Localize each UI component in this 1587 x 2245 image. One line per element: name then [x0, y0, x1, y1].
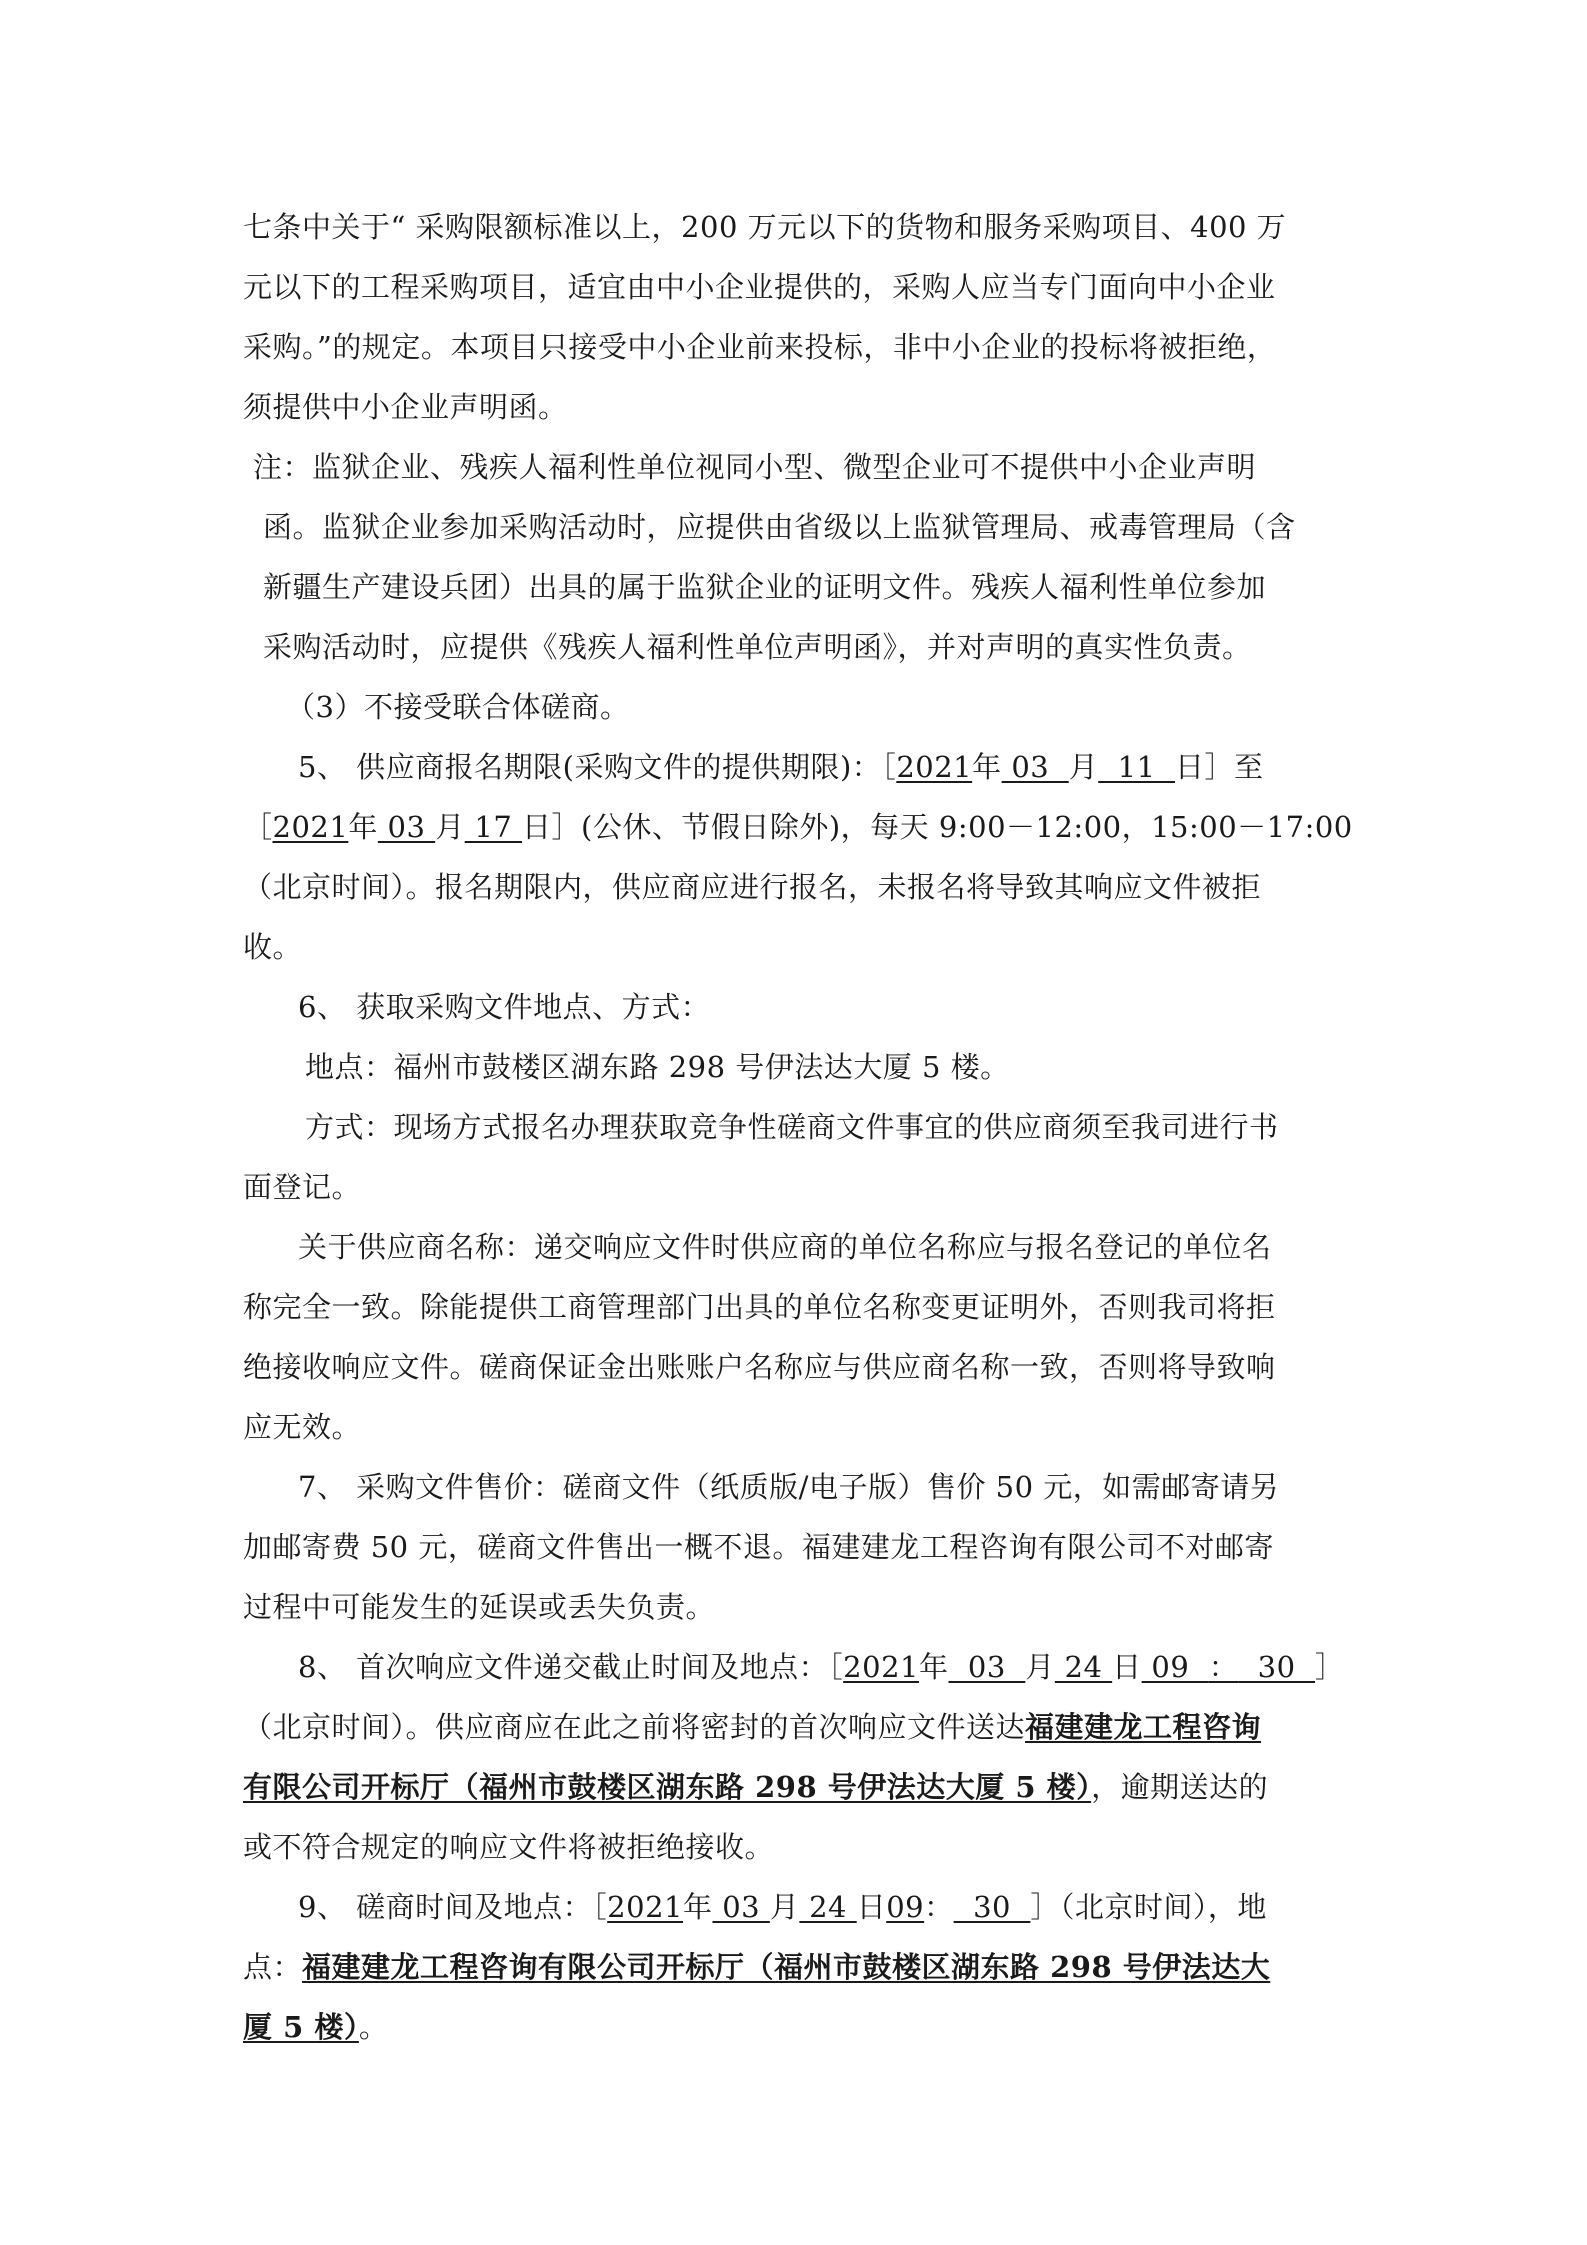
item9-suffix: ］（北京时间），地 [1030, 1890, 1267, 1924]
item5-end-yue: 月 [435, 810, 465, 844]
item9-venue-part-2: 厦 5 楼） [243, 2010, 359, 2044]
item5-end-day: 17 [464, 810, 523, 844]
item8-day: 24 [1054, 1650, 1113, 1684]
item5-end-month: 03 [377, 810, 436, 844]
item9-year: 2021 [607, 1890, 683, 1924]
item5-line-1 [298, 747, 1264, 787]
item8-line-4: 或不符合规定的响应文件将被拒绝接收。 [243, 1830, 775, 1864]
note-line-4: 采购活动时，应提供《残疾人福利性单位声明函》，并对声明的真实性负责。 [263, 630, 1252, 664]
item9-ri: 日 [856, 1890, 887, 1924]
item8-prefix: 8、 首次响应文件递交截止时间及地点：［ [298, 1650, 844, 1684]
item7-line-2: 加邮寄费 50 元，磋商文件售出一概不退。福建建龙工程咨询有限公司不对邮寄 [243, 1530, 1274, 1564]
item9-prefix: 9、 磋商时间及地点：［ [298, 1890, 608, 1924]
intro-line-3: 采购。”的规定。本项目只接受中小企业前来投标，非中小企业的投标将被拒绝， [243, 330, 1277, 364]
supplier-name-line-4: 应无效。 [243, 1410, 362, 1444]
item9-line3-plain: 。 [358, 2010, 389, 2044]
item5-yue: 月 [1068, 750, 1099, 784]
intro-line-4: 须提供中小企业声明函。 [243, 390, 568, 424]
item5-ri-to: 日］至 [1175, 750, 1264, 784]
item9-hour: 09 [886, 1890, 925, 1924]
item9-line-3 [243, 2007, 388, 2047]
supplier-name-line-1: 关于供应商名称：递交响应文件时供应商的单位名称应与报名登记的单位名 [298, 1230, 1272, 1264]
item9-venue-part-1: 福建建龙工程咨询有限公司开标厅（福州市鼓楼区湖东路 298 号伊法达大 [302, 1950, 1271, 1984]
item8-venue-part-1: 福建建龙工程咨询 [1025, 1710, 1262, 1744]
item5-start-day: 11 [1098, 750, 1175, 784]
supplier-name-line-3: 绝接收响应文件。磋商保证金出账账户名称应与供应商名称一致，否则将导致响 [243, 1350, 1276, 1384]
intro-line-2: 元以下的工程采购项目，适宜由中小企业提供的，采购人应当专门面向中小企业 [243, 270, 1276, 304]
item8-line-2 [243, 1707, 1261, 1747]
item5-start-year: 2021 [896, 750, 973, 784]
item8-month: 03 [948, 1650, 1026, 1684]
item8-minute: 30 [1238, 1650, 1316, 1684]
item8-year: 2021 [843, 1650, 919, 1684]
item5-line-4: 收。 [243, 930, 303, 964]
item9-line-2 [243, 1947, 1270, 1987]
intro-line-1: 七条中关于“ 采购限额标准以上，200 万元以下的货物和服务采购项目、400 万 [243, 210, 1287, 244]
item7-line-3: 过程中可能发生的延误或丢失负责。 [243, 1590, 716, 1624]
item6-method-line-1: 方式：现场方式报名办理获取竞争性磋商文件事宜的供应商须至我司进行书 [305, 1110, 1279, 1144]
item8-hour: 09 [1141, 1650, 1209, 1684]
item8-line-1 [298, 1647, 1345, 1687]
item5-prefix: 5、 供应商报名期限(采购文件的提供期限)：［ [298, 750, 897, 784]
item5-nian: 年 [972, 750, 1002, 784]
item6-place: 地点：福州市鼓楼区湖东路 298 号伊法达大厦 5 楼。 [305, 1050, 1010, 1084]
item9-minute: 30 [953, 1890, 1031, 1924]
item6-title: 6、 获取采购文件地点、方式： [298, 990, 711, 1024]
item9-yue: 月 [769, 1890, 800, 1924]
item8-ri: 日 [1112, 1650, 1142, 1684]
item5-line-2 [243, 807, 1353, 847]
item8-close: ］ [1315, 1650, 1345, 1684]
note-line-3: 新疆生产建设兵团）出具的属于监狱企业的证明文件。残疾人福利性单位参加 [263, 570, 1267, 604]
item8-line2-plain: （北京时间）。供应商应在此之前将密封的首次响应文件送达 [243, 1710, 1026, 1744]
item6-method-line-2: 面登记。 [243, 1170, 362, 1204]
item3-text: （3）不接受联合体磋商。 [286, 690, 630, 724]
item8-colon: ： [1208, 1650, 1239, 1684]
supplier-name-line-2: 称完全一致。除能提供工商管理部门出具的单位名称变更证明外，否则我司将拒 [243, 1290, 1276, 1324]
item5-line-3: （北京时间）。报名期限内，供应商应进行报名，未报名将导致其响应文件被拒 [243, 870, 1262, 904]
item5-end-nian: 年 [348, 810, 378, 844]
item9-line-1 [298, 1887, 1267, 1927]
item9-colon: ： [924, 1890, 954, 1924]
item8-line3-plain: ，逾期送达的 [1091, 1770, 1269, 1804]
note-line-1: 注：监狱企业、残疾人福利性单位视同小型、微型企业可不提供中小企业声明 [253, 450, 1257, 484]
item5-open-bracket: ［ [243, 810, 273, 844]
item8-venue-part-2: 有限公司开标厅（福州市鼓楼区湖东路 298 号伊法达大厦 5 楼） [243, 1770, 1092, 1804]
item8-nian: 年 [918, 1650, 949, 1684]
note-line-2: 函。监狱企业参加采购活动时，应提供由省级以上监狱管理局、戒毒管理局（含 [263, 510, 1296, 544]
item9-nian: 年 [682, 1890, 713, 1924]
item5-end-year: 2021 [272, 810, 349, 844]
item7-line-1: 7、 采购文件售价：磋商文件（纸质版/电子版）售价 50 元，如需邮寄请另 [298, 1470, 1280, 1504]
item5-start-month: 03 [1001, 750, 1069, 784]
item5-line2-rest: 日］(公休、节假日除外)，每天 9:00－12:00，15:00－17:00 [522, 810, 1353, 844]
item8-yue: 月 [1025, 1650, 1055, 1684]
item9-day: 24 [799, 1890, 857, 1924]
item8-line-3 [243, 1767, 1268, 1807]
item9-line2-plain: 点： [243, 1950, 303, 1984]
item9-month: 03 [712, 1890, 770, 1924]
